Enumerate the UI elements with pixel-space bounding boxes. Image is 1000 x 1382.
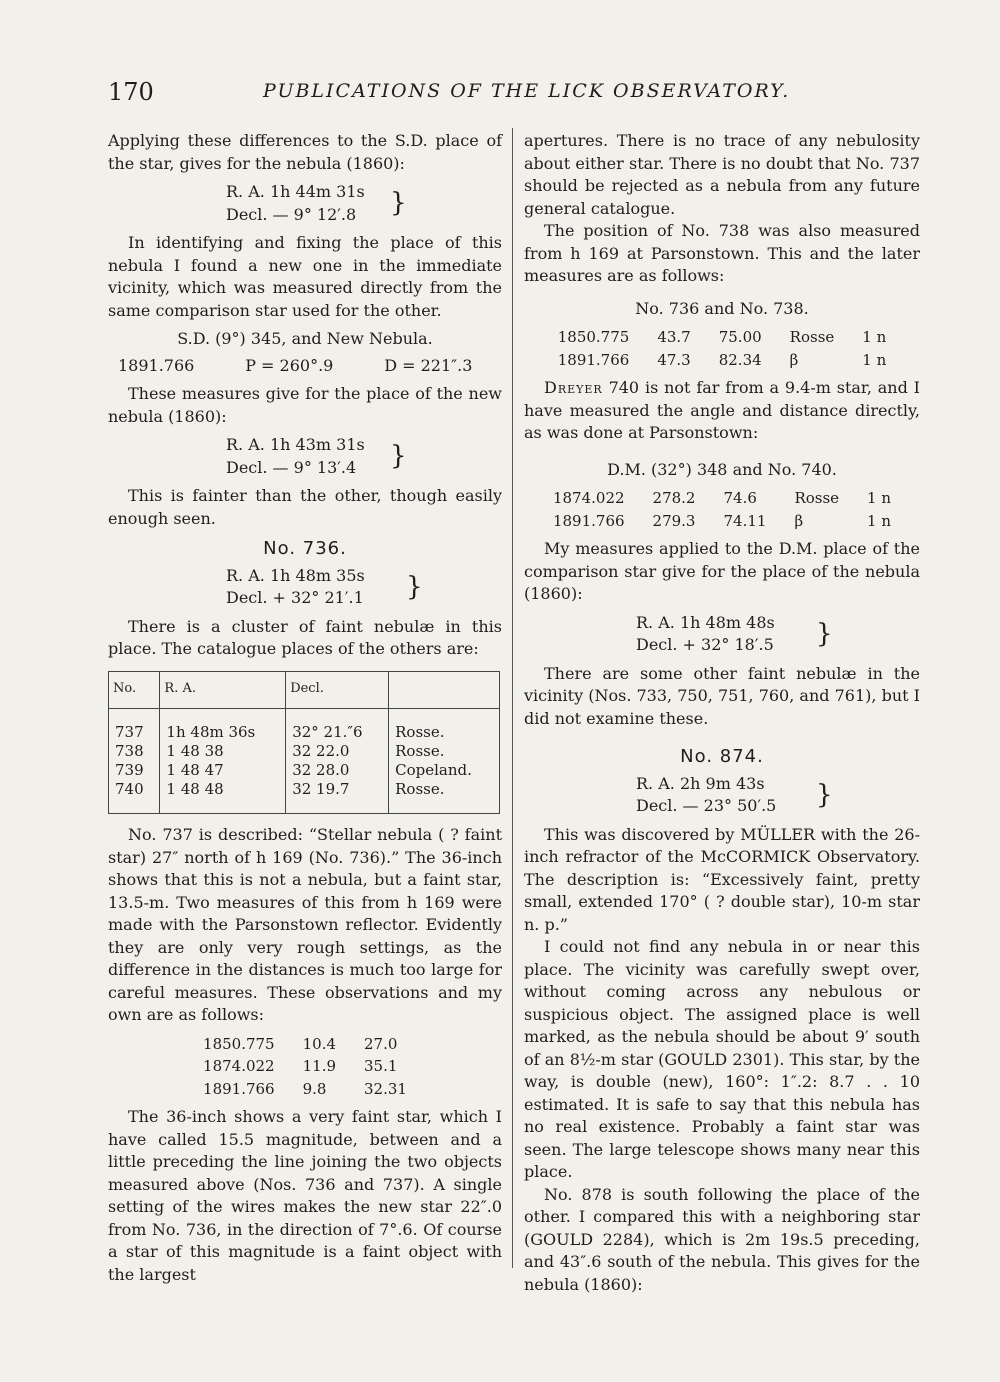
paragraph: There are some other faint nebulæ in the vicinity (Nos. 733, 750, 751, 760, and 761), but I did not examine these. (524, 663, 920, 728)
table-cell: 278.2 (652, 489, 696, 507)
measure-line: 1891.766 P = 260°.9 D = 221″.3 (118, 355, 473, 375)
paragraph: No. 878 is south following the place of the other. I compared this with a neighboring star (GOULD 2284), which is 2m 19s.5 preceding, and 43″.6 south of the nebula. This gives for the nebula (1860): (524, 1184, 920, 1294)
table-row (109, 761, 500, 780)
decl-line: Decl. — 9° 13′.4 (226, 457, 357, 477)
section-heading: No. 874. (680, 746, 764, 767)
paragraph: This is fainter than the other, though easily enough seen. (108, 486, 502, 528)
table-cell: 32 19.7 (286, 780, 389, 814)
table-cell: 32° 21.″6 (286, 709, 389, 743)
table-row (109, 742, 500, 761)
table-cell: Rosse (794, 489, 840, 507)
table-row (539, 487, 905, 510)
table-cell: 1 48 48 (160, 780, 286, 814)
table-cell: 1 48 47 (160, 761, 286, 780)
table-cell: 32 22.0 (286, 742, 389, 761)
brace-glyph: } (390, 441, 407, 471)
ra-line: R. A. 1h 48m 35s (226, 565, 365, 585)
table-cell: 82.34 (718, 350, 762, 369)
table-cell: 74.6 (723, 489, 757, 507)
ra-line: R. A. 2h 9m 43s (636, 773, 765, 793)
paragraph: In identifying and fixing the place of this nebula I found a new one in the immediate vicinity, which was measured directly from the same comparison star used for the other. (108, 233, 502, 320)
table-cell: 738 (109, 742, 160, 761)
ra-line: R. A. 1h 48m 48s (636, 612, 775, 632)
paragraph: This was discovered by MÜLLER with the 26-inch refractor of the McCORMICK Observatory. The description is: “Excessively faint, pretty small, extended 170° ( ? double star), 10-m star n. p.” (524, 824, 920, 934)
table-row (189, 1033, 421, 1056)
table-cell: Rosse. (395, 742, 445, 760)
table-row (109, 709, 500, 743)
table-cell: 35.1 (364, 1057, 398, 1075)
table-cell: 1 48 38 (160, 742, 286, 761)
table-row (544, 326, 901, 349)
right-column (524, 130, 920, 1296)
table-cell: 1874.022 (203, 1057, 275, 1075)
table-cell: 43.7 (657, 328, 691, 346)
table-row (189, 1078, 421, 1101)
brace-glyph: } (816, 779, 833, 810)
table-cell: 47.3 (657, 350, 691, 369)
table-row (539, 510, 905, 533)
table-cell: β (789, 350, 799, 369)
table-cell: 32 28.0 (286, 761, 389, 780)
table-cell: 1 n (867, 511, 892, 530)
subheading: D.M. (32°) 348 and No. 740. (607, 459, 837, 479)
table-cell: 1891.766 (552, 511, 625, 530)
decl-line: Decl. — 9° 12′.8 (226, 204, 357, 224)
table-cell: 10.4 (302, 1034, 337, 1053)
position-block (636, 612, 920, 657)
decl-line: Decl. — 23° 50′.5 (636, 796, 777, 815)
table-cell: Rosse. (395, 780, 445, 798)
table-cell: 279.3 (652, 511, 696, 530)
paragraph (524, 377, 920, 445)
table-cell: 11.9 (302, 1057, 337, 1075)
page-header (108, 78, 928, 114)
paragraph: apertures. There is no trace of any nebulosity about either star. There is no doubt that No. 737 should be rejected as a nebula from any future general catalogue. (524, 131, 920, 218)
paragraph: Applying these differences to the S.D. place of the star, gives for the nebula (1860): (108, 131, 502, 173)
column-divider (512, 128, 513, 1268)
table-cell: Rosse. (395, 723, 445, 741)
table-cell: 1850.775 (203, 1034, 275, 1053)
table-cell: 1874.022 (552, 489, 625, 507)
table-row (189, 1055, 421, 1078)
paragraph: The 36-inch shows a very faint star, which I have called 15.5 magnitude, between and a little preceding the line joining the two objects measured above (Nos. 736 and 737). A single setting of the wires makes the new star 22″.0 from No. 736, in the direction of 7°.6. Of course a star of this magnitude is a faint object with the largest (108, 1107, 502, 1284)
column-header: Decl. (286, 671, 389, 709)
sd-line: S.D. (9°) 345, and New Nebula. (177, 329, 433, 348)
table-row (544, 349, 901, 372)
table-cell: 9.8 (302, 1079, 327, 1098)
table-row (109, 780, 500, 814)
paragraph: I could not find any nebula in or near this place. The vicinity was carefully swept over, without coming across any nebulous or suspicious object. The assigned place is well marked, as the nebula should be about 9′ south of an 8½-m star (GOULD 2301). This star, by the way, is double (new), 160°: 1″.2: 8.7 . . 10 estimated. It is safe to say that this nebula has no real existence. Probably a faint star was seen. The large telescope shows many near this place. (524, 937, 920, 1181)
subheading: No. 736 and No. 738. (635, 298, 809, 318)
brace-glyph: } (406, 571, 423, 602)
paragraph: These measures give for the place of the new nebula (1860): (108, 384, 502, 426)
paragraph: No. 737 is described: “Stellar nebula ( ? faint star) 27″ north of h 169 (No. 736).” The 36-inch shows that this is not a nebula, but a faint star, 13.5-m. Two measures of this from h 169 were made with the Parsonstown reflector. Evidently they are only very rough settings, as the difference in the distances is much too large for careful measures. These observations and my own are as follows: (108, 825, 502, 1024)
position-block (226, 181, 502, 226)
table-cell: β (794, 511, 804, 530)
table-cell: 1 n (862, 328, 887, 346)
observations-table (539, 487, 905, 532)
running-title: PUBLICATIONS OF THE LICK OBSERVATORY. (263, 80, 791, 102)
section-heading: No. 736. (263, 538, 347, 559)
left-column (108, 130, 502, 1286)
decl-line: Decl. + 32° 21′.1 (226, 588, 364, 607)
catalogue-table (108, 671, 500, 815)
observations-table (189, 1033, 421, 1101)
table-cell: 32.31 (364, 1079, 407, 1098)
brace-glyph: } (390, 188, 407, 218)
brace-glyph: } (816, 618, 833, 649)
table-cell: 1891.766 (557, 350, 630, 369)
table-cell: 1 n (862, 350, 887, 369)
table-cell: 1891.766 (203, 1079, 275, 1098)
table-cell: 75.00 (718, 328, 762, 346)
column-header (389, 671, 500, 709)
decl-line: Decl. + 32° 18′.5 (636, 635, 774, 654)
table-cell: 740 (109, 780, 160, 814)
position-block (226, 434, 502, 479)
table-cell: 737 (109, 709, 160, 743)
paragraph-text: 740 is not far from a 9.4-m star, and I have measured the angle and distance directly, as was done at Parsonstown: (524, 378, 920, 442)
author-name: Dreyer (544, 378, 603, 397)
ra-line: R. A. 1h 44m 31s (226, 182, 365, 201)
paragraph: There is a cluster of faint nebulæ in this place. The catalogue places of the others are: (108, 616, 502, 658)
table-cell: 739 (109, 761, 160, 780)
table-cell: 74.11 (723, 511, 767, 530)
column-header: No. (109, 671, 160, 709)
table-cell: 1h 48m 36s (160, 709, 286, 743)
table-cell: Rosse (789, 328, 835, 346)
table-cell: 1 n (867, 489, 892, 507)
table-cell: Copeland. (395, 761, 472, 779)
page-number: 170 (108, 78, 154, 106)
paragraph: My measures applied to the D.M. place of the comparison star give for the place of the nebula (1860): (524, 539, 920, 603)
position-block (636, 773, 920, 818)
paragraph: The position of No. 738 was also measured from h 169 at Parsonstown. This and the later measures are as follows: (524, 221, 920, 285)
table-cell: 27.0 (364, 1034, 398, 1053)
ra-line: R. A. 1h 43m 31s (226, 435, 365, 454)
table-cell: 1850.775 (557, 328, 630, 346)
column-header: R. A. (160, 671, 286, 709)
position-block (226, 565, 502, 610)
observations-table (544, 326, 901, 371)
